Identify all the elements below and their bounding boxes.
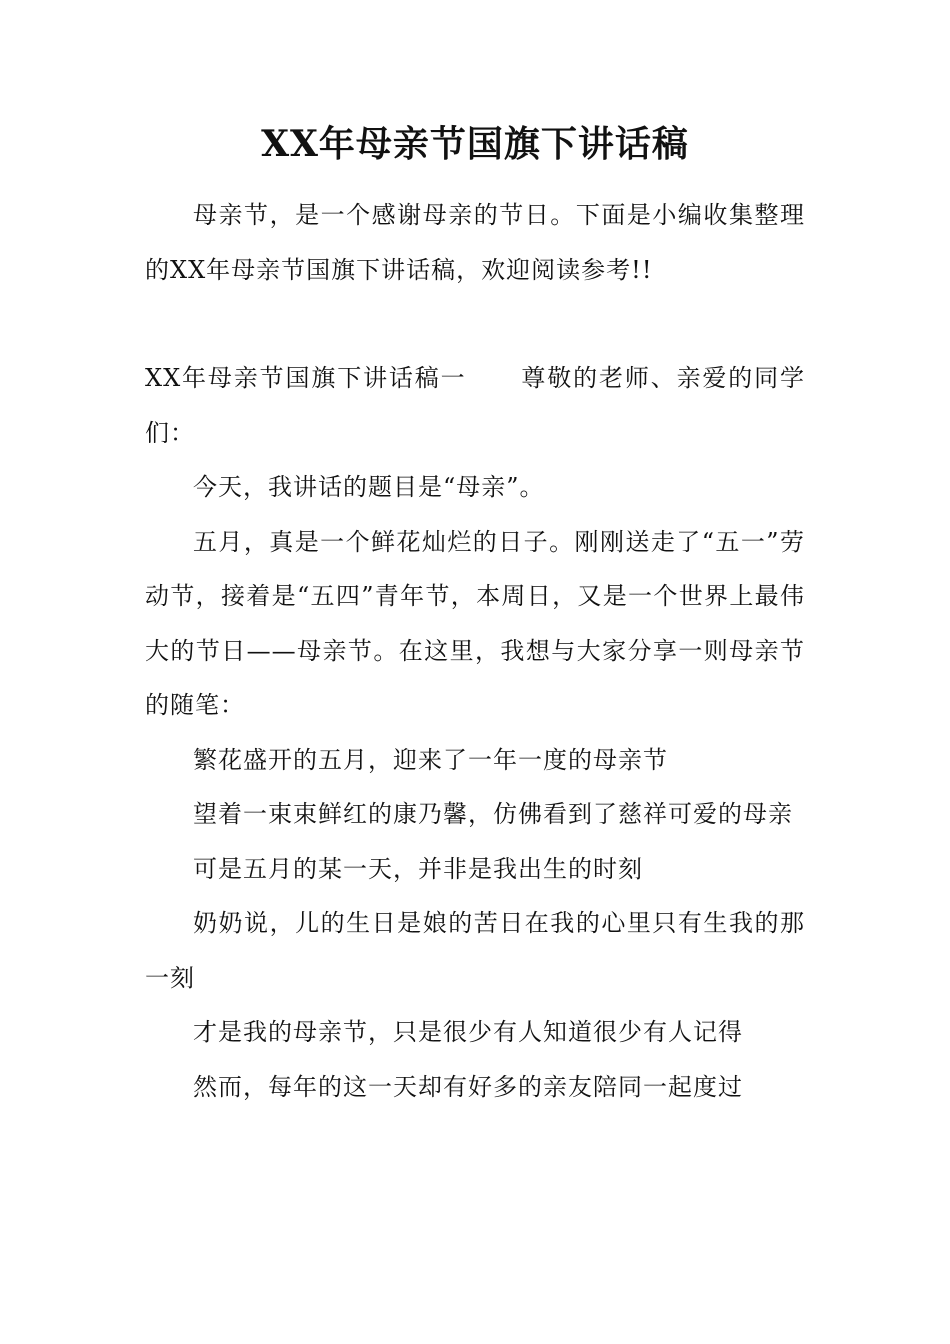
paragraph: 然而，每年的这一天却有好多的亲友陪同一起度过 bbox=[193, 1072, 743, 1101]
paragraph: 五月，真是一个鲜花灿烂的日子。刚刚送走了“五一”劳动节，接着是“五四”青年节，本周日，又是一个世界上最伟大的节日——母亲节。在这里，我想与大家分享一则母亲节的随笔： bbox=[145, 527, 805, 719]
document-body bbox=[145, 188, 805, 1114]
greeting: 尊敬的老师、亲爱的同学们： bbox=[145, 364, 806, 447]
paragraph: 才是我的母亲节，只是很少有人知道很少有人记得 bbox=[193, 1018, 743, 1046]
section-heading: XX年母亲节国旗下讲话稿一 bbox=[145, 364, 467, 392]
intro-paragraph: 母亲节，是一个感谢母亲的节日。下面是小编收集整理的XX年母亲节国旗下讲话稿，欢迎阅读参考!! bbox=[145, 201, 805, 284]
section-heading-paragraph bbox=[145, 351, 805, 460]
paragraph: 望着一束束鲜红的康乃馨，仿佛看到了慈祥可爱的母亲 bbox=[193, 800, 793, 828]
paragraph: 奶奶说，儿的生日是娘的苦日在我的心里只有生我的那一刻 bbox=[145, 909, 805, 992]
paragraph: 今天，我讲话的题目是“母亲”。 bbox=[193, 473, 545, 501]
paragraph: 繁花盛开的五月，迎来了一年一度的母亲节 bbox=[193, 745, 668, 774]
blank-line bbox=[145, 297, 805, 351]
document-title: XX年母亲节国旗下讲话稿 bbox=[261, 123, 689, 165]
paragraph: 可是五月的某一天，并非是我出生的时刻 bbox=[193, 854, 643, 883]
